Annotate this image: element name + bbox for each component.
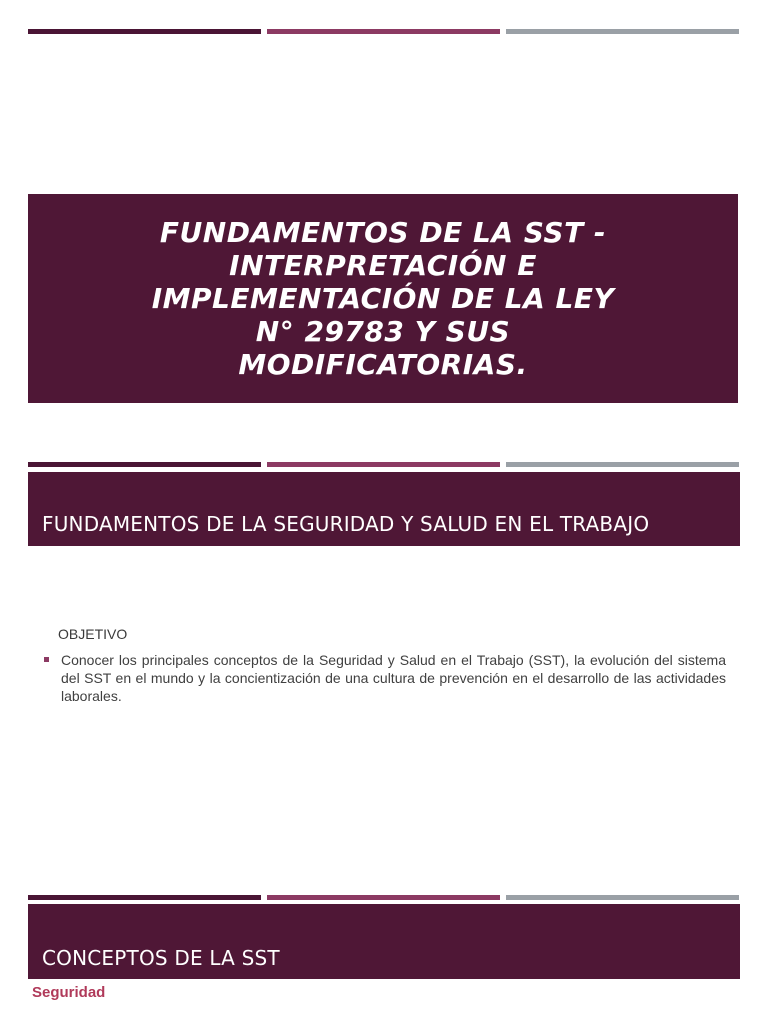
section-header-conceptos bbox=[28, 904, 740, 979]
accent-bar-gray-2 bbox=[506, 462, 739, 467]
section-title: CONCEPTOS DE LA SST bbox=[42, 946, 280, 970]
accent-bar-magenta-1 bbox=[267, 29, 500, 34]
accent-bar-dark-3 bbox=[28, 895, 261, 900]
objective-label: OBJETIVO bbox=[58, 626, 128, 642]
accent-bar-gray-3 bbox=[506, 895, 739, 900]
accent-bar-gray-1 bbox=[506, 29, 739, 34]
square-bullet-icon bbox=[44, 657, 49, 662]
section-header-fundamentos bbox=[28, 472, 740, 546]
title-slide-banner bbox=[28, 194, 738, 403]
accent-bar-magenta-2 bbox=[267, 462, 500, 467]
objective-text: Conocer los principales conceptos de la Seguridad y Salud en el Trabajo (SST), la evolución del sistema del SST en el mundo y la concientización de una cultura de prevención en el desarrollo de las actividades laborales. bbox=[61, 652, 726, 704]
accent-bar-dark-1 bbox=[28, 29, 261, 34]
accent-bar-magenta-3 bbox=[267, 895, 500, 900]
slide-title: FUNDAMENTOS DE LA SST - INTERPRETACIÓN E IMPLEMENTACIÓN DE LA LEY N° 29783 Y SUS MODIFICATORIAS. bbox=[151, 216, 615, 381]
objective-list-item bbox=[44, 651, 726, 705]
accent-bar-dark-2 bbox=[28, 462, 261, 467]
term-heading: Seguridad bbox=[32, 984, 106, 1001]
section-title: FUNDAMENTOS DE LA SEGURIDAD Y SALUD EN EL TRABAJO bbox=[42, 512, 650, 536]
